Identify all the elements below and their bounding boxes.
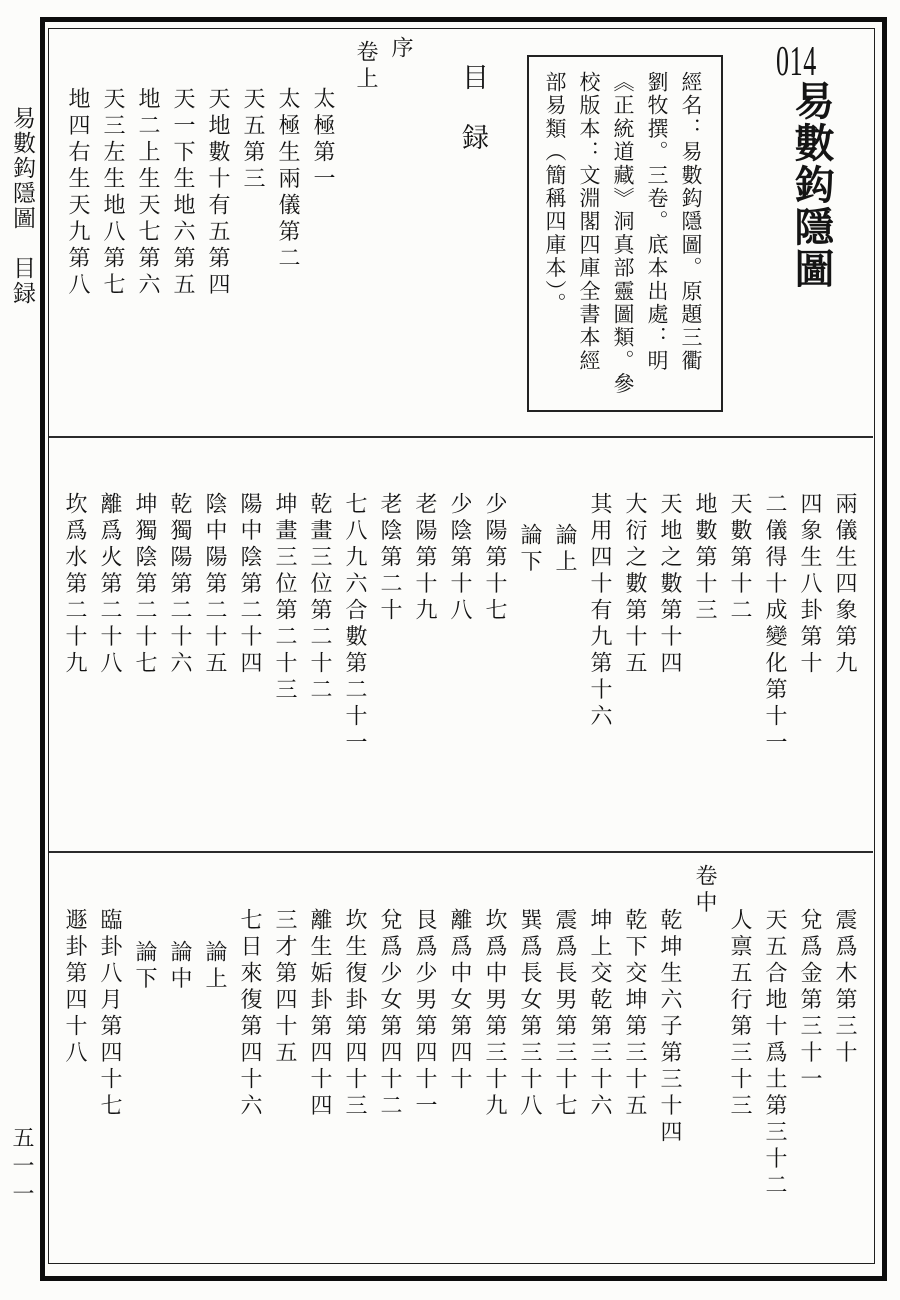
toc-item: 震爲長男第三十七 [552,908,577,1120]
spine-title: 易數鈎隱圖 目録 [9,106,35,306]
toc-item: 兌爲金第三十一 [797,908,822,1094]
toc-item: 乾畫三位第二十二 [307,492,332,704]
preface-header: 序 [388,36,413,63]
toc-item: 三才第四十五 [272,908,297,1067]
colophon-line: 校版本：文淵閣四庫全書本經 [577,71,601,373]
toc-item: 二儀得十成變化第十一 [762,492,787,757]
toc-item: 陽中陰第二十四 [237,492,262,678]
toc-item: 天地數十有五第四 [205,87,230,299]
toc-item: 陰中陽第二十五 [202,492,227,678]
colophon-line: 《正統道藏》洞真部靈圖類。參 [611,71,635,396]
toc-item: 少陽第十七 [482,492,507,625]
toc-item: 天地之數第十四 [657,492,682,678]
toc-item: 艮爲少男第四十一 [412,908,437,1120]
toc-item: 離爲火第二十八 [97,492,122,678]
toc-item: 天五合地十爲土第三十二 [762,908,787,1200]
toc-note: 論上 [552,523,577,576]
toc-item: 震爲木第三十 [832,908,857,1067]
toc-item: 天數第十二 [727,492,752,625]
toc-item: 老陰第二十 [377,492,402,625]
toc-item: 天一下生地六第五 [170,87,195,299]
toc-item: 七八九六合數第二十一 [342,492,367,757]
toc-item: 天五第三 [240,87,265,193]
toc-item: 坤畫三位第二十三 [272,492,297,704]
toc-item: 四象生八卦第十 [797,492,822,678]
toc-heading: 目 録 [457,63,488,153]
toc-item: 其用四十有九第十六 [587,492,612,731]
colophon-line: 劉牧撰。三卷。底本出處：明 [645,71,669,373]
toc-item: 兩儀生四象第九 [832,492,857,678]
section-divider-2 [49,851,873,853]
colophon-box [527,55,723,412]
book-title: 易數鈎隱圖 [788,80,835,290]
toc-item: 地數第十三 [692,492,717,625]
toc-item: 臨卦八月第四十七 [97,908,122,1120]
toc-note: 論中 [167,940,192,993]
toc-note: 論上 [202,940,227,993]
toc-section-volume-upper [60,30,490,425]
toc-item: 地四右生天九第八 [65,87,90,299]
toc-item: 乾坤生六子第三十四 [657,908,682,1147]
volume-header: 卷上 [353,40,378,93]
colophon-line: 經名：易數鈎隱圖。原題三衢 [679,71,703,373]
toc-item: 少陰第十八 [447,492,472,625]
toc-item: 坎生復卦第四十三 [342,908,367,1120]
toc-item: 兌爲少女第四十二 [377,908,402,1120]
toc-item: 坤上交乾第三十六 [587,908,612,1120]
toc-section-volume-middle [57,858,862,1278]
toc-item: 老陽第十九 [412,492,437,625]
toc-item: 坎爲水第二十九 [62,492,87,678]
toc-item: 巽爲長女第三十八 [517,908,542,1120]
toc-item: 七日來復第四十六 [237,908,262,1120]
toc-item: 離生姤卦第四十四 [307,908,332,1120]
toc-item: 乾獨陽第二十六 [167,492,192,678]
catalog-number: 014 [776,39,817,85]
toc-note: 論下 [517,523,542,576]
toc-item: 大衍之數第十五 [622,492,647,678]
section-divider-1 [49,436,873,438]
toc-item: 乾下交坤第三十五 [622,908,647,1120]
colophon-line: 部易類（簡稱四庫本）。 [543,71,567,316]
toc-note: 論下 [132,940,157,993]
toc-item: 太極生兩儀第二 [275,87,300,273]
toc-item: 人禀五行第三十三 [727,908,752,1120]
toc-item: 離爲中女第四十 [447,908,472,1094]
toc-item: 遯卦第四十八 [62,908,87,1067]
toc-item: 天三左生地八第七 [100,87,125,299]
toc-item: 地二上生天七第六 [135,87,160,299]
toc-item: 太極第一 [310,87,335,193]
toc-item: 坎爲中男第三十九 [482,908,507,1120]
page-number: 五一一 [9,1126,34,1210]
toc-section-middle [57,445,862,845]
toc-item: 坤獨陰第二十七 [132,492,157,678]
volume-header: 卷中 [692,864,717,917]
